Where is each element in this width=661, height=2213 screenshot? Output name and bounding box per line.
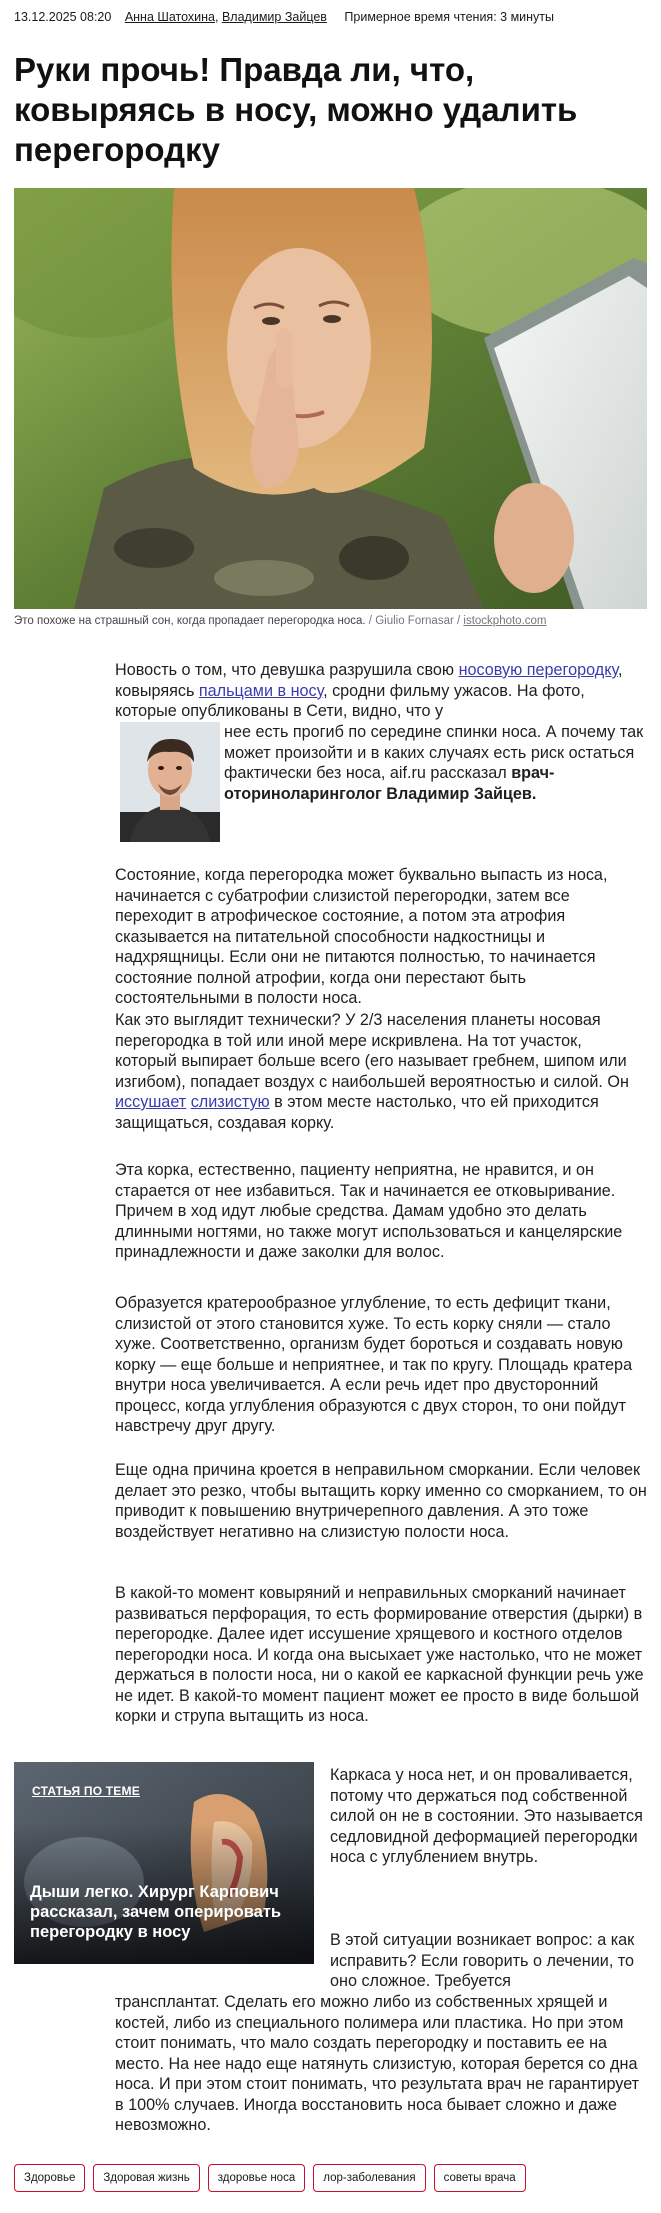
link-mucosa[interactable]: слизистую (190, 1093, 270, 1111)
paragraph-1-float (224, 722, 647, 804)
link-dries[interactable]: иссушает (115, 1093, 187, 1111)
paragraph: Эта корка, естественно, пациенту неприятна, не нравится, и он старается от нее избавиться. Так и начинается ее отковыривание. Причем в ход идут любые средства. Дамам удобно это делать длинными ногтями, но также могут использоваться и канцелярские принадлежности и даже заколки для волос. (115, 1161, 623, 1261)
author-separator: , (215, 10, 219, 24)
tag-list (14, 2164, 526, 2192)
publish-date: 13.12.2025 08:20 (14, 10, 112, 24)
text-run: нее есть прогиб по середине спинки носа. А почему так может произойти и в каких случаях есть риск остаться фактически без носа, (224, 723, 644, 782)
author-link-2[interactable]: Владимир Зайцев (221, 10, 327, 24)
site-link[interactable]: aif.ru (389, 764, 426, 782)
paragraph-4 (115, 1160, 647, 1263)
paragraph-3 (115, 1010, 647, 1133)
text-run: , сродни фильму ужасов. На фото, которые опубликованы в Сети, видно, что у (115, 681, 585, 720)
tag-doctor-advice[interactable]: советы врача (434, 2164, 526, 2192)
paragraph-5 (115, 1293, 647, 1437)
paragraph (115, 1010, 647, 1133)
paragraph: Образуется кратерообразное углубление, то есть дефицит ткани, слизистой от этого становится хуже. То есть корку сняли — стало хуже. Соответственно, организм будет бороться и создавать новую корку — еще больше и неприятнее, и так по кругу. Площадь кратера внутри носа увеличивается. А если речь идет про двусторонний процесс, когда углубления образуются с двух сторон, то они пойдут навстречу друг другу. (115, 1294, 633, 1435)
expert-name: врач-оториноларинголог Владимир Зайцев. (224, 764, 555, 803)
author-link-1[interactable]: Анна Шатохина (124, 10, 215, 24)
paragraph: трансплантат. Сделать его можно либо из собственных хрящей и костей, либо из специального полимера или пластика. Но при этом стоит понимать, что мало создать перегородку и поставить ее на место. На нее надо еще натянуть слизистую, которая берется со дна носа. И при этом стоит понимать, что результата врач не гарантирует в 100% случаев. Иногда восстановить носа бывает сложно и даже невозможно. (115, 1993, 640, 2134)
article-meta (14, 10, 554, 24)
paragraph-6 (115, 1460, 647, 1542)
paragraph: Еще одна причина кроется в неправильном сморкании. Если человек делает это резко, чтобы вытащить корку именно со сморканием, то он приводит к повышению внутричерепного давления. А это тоже воздействует негативно на слизистую полости носа. (115, 1461, 647, 1541)
paragraph: В какой-то момент ковыряний и неправильных сморканий начинает развиваться перфорация, то есть формирование отверстия (дырки) в перегородке. Далее идет иссушение хрящевого и костного отделов перегородки носа. И когда она высыхает уже настолько, что не может держаться в полости носа, ни о какой ее каркасной функции речь уже не идет. В какой-то момент пациент может ее просто в виде большой корки и струпа вытащить из носа. (115, 1584, 644, 1725)
tag-nose-health[interactable]: здоровье носа (208, 2164, 306, 2192)
related-title[interactable]: Дыши легко. Хирург Карпович рассказал, зачем оперировать перегородку в носу (30, 1883, 282, 1941)
expert-photo (120, 722, 220, 842)
paragraph-7 (115, 1583, 647, 1727)
tag-ent-diseases[interactable]: лор-заболевания (313, 2164, 425, 2192)
paragraph-9-top (330, 1930, 647, 1992)
paragraph-8 (330, 1765, 647, 1868)
image-caption (14, 615, 547, 627)
paragraph (115, 660, 647, 722)
read-time: Примерное время чтения: 3 минуты (344, 10, 555, 24)
photo-credit: / Giulio Fornasar / (365, 615, 464, 627)
paragraph: В этой ситуации возникает вопрос: а как исправить? Если говорить о лечении, то оно сложное. Требуется (330, 1931, 635, 1990)
link-nasal-septum[interactable]: носовую перегородку (458, 661, 618, 679)
text-run: , ковыряясь (115, 661, 623, 700)
caption-text: Это похоже на страшный сон, когда пропадает перегородка носа. (14, 615, 366, 627)
related-article-card[interactable] (14, 1762, 314, 1964)
paragraph (224, 722, 647, 804)
photo-source-link[interactable]: istockphoto.com (463, 615, 547, 627)
tag-healthy-life[interactable]: Здоровая жизнь (93, 2164, 199, 2192)
related-badge: СТАТЬЯ ПО ТЕМЕ (32, 1784, 140, 1798)
hero-image (14, 188, 647, 609)
tag-health[interactable]: Здоровье (14, 2164, 85, 2192)
paragraph-2 (115, 865, 647, 1009)
text-run: в этом месте настолько, что ей приходится защищаться, создавая корку. (115, 1093, 599, 1132)
paragraph-9-bottom (115, 1992, 647, 2136)
text-run: Новость о том, что девушка разрушила свою (115, 661, 459, 679)
link-fingers-in-nose[interactable]: пальцами в носу (198, 681, 324, 700)
paragraph-1-top (115, 660, 647, 722)
text-run: рассказал (425, 764, 512, 782)
article-title: Руки прочь! Правда ли, что, ковыряясь в носу, можно удалить перегородку (14, 51, 578, 168)
paragraph: Состояние, когда перегородка может буквально выпасть из носа, начинается с субатрофии слизистой перегородки, затем все переходит в атрофическое состояние, а потом эта атрофия сказывается на питательной способности надкостницы и надхрящницы. Если они не питаются полностью, то начинается состояние полной атрофии, когда они перестают быть состоятельными в полости носа. (115, 866, 608, 1007)
paragraph: Каркаса у носа нет, и он проваливается, потому что держаться под собственной силой он не в состоянии. Это называется седловидной деформацией перегородки носа с углублением внутрь. (330, 1766, 643, 1866)
text-run: Как это выглядит технически? У 2/3 населения планеты носовая перегородка в той или иной мере искривлена. На тот участок, который выпирает больше всего (его называет гребнем, шипом или изгибом), попадает воздух с наибольшей вероятностью и силой. Он (115, 1011, 629, 1091)
